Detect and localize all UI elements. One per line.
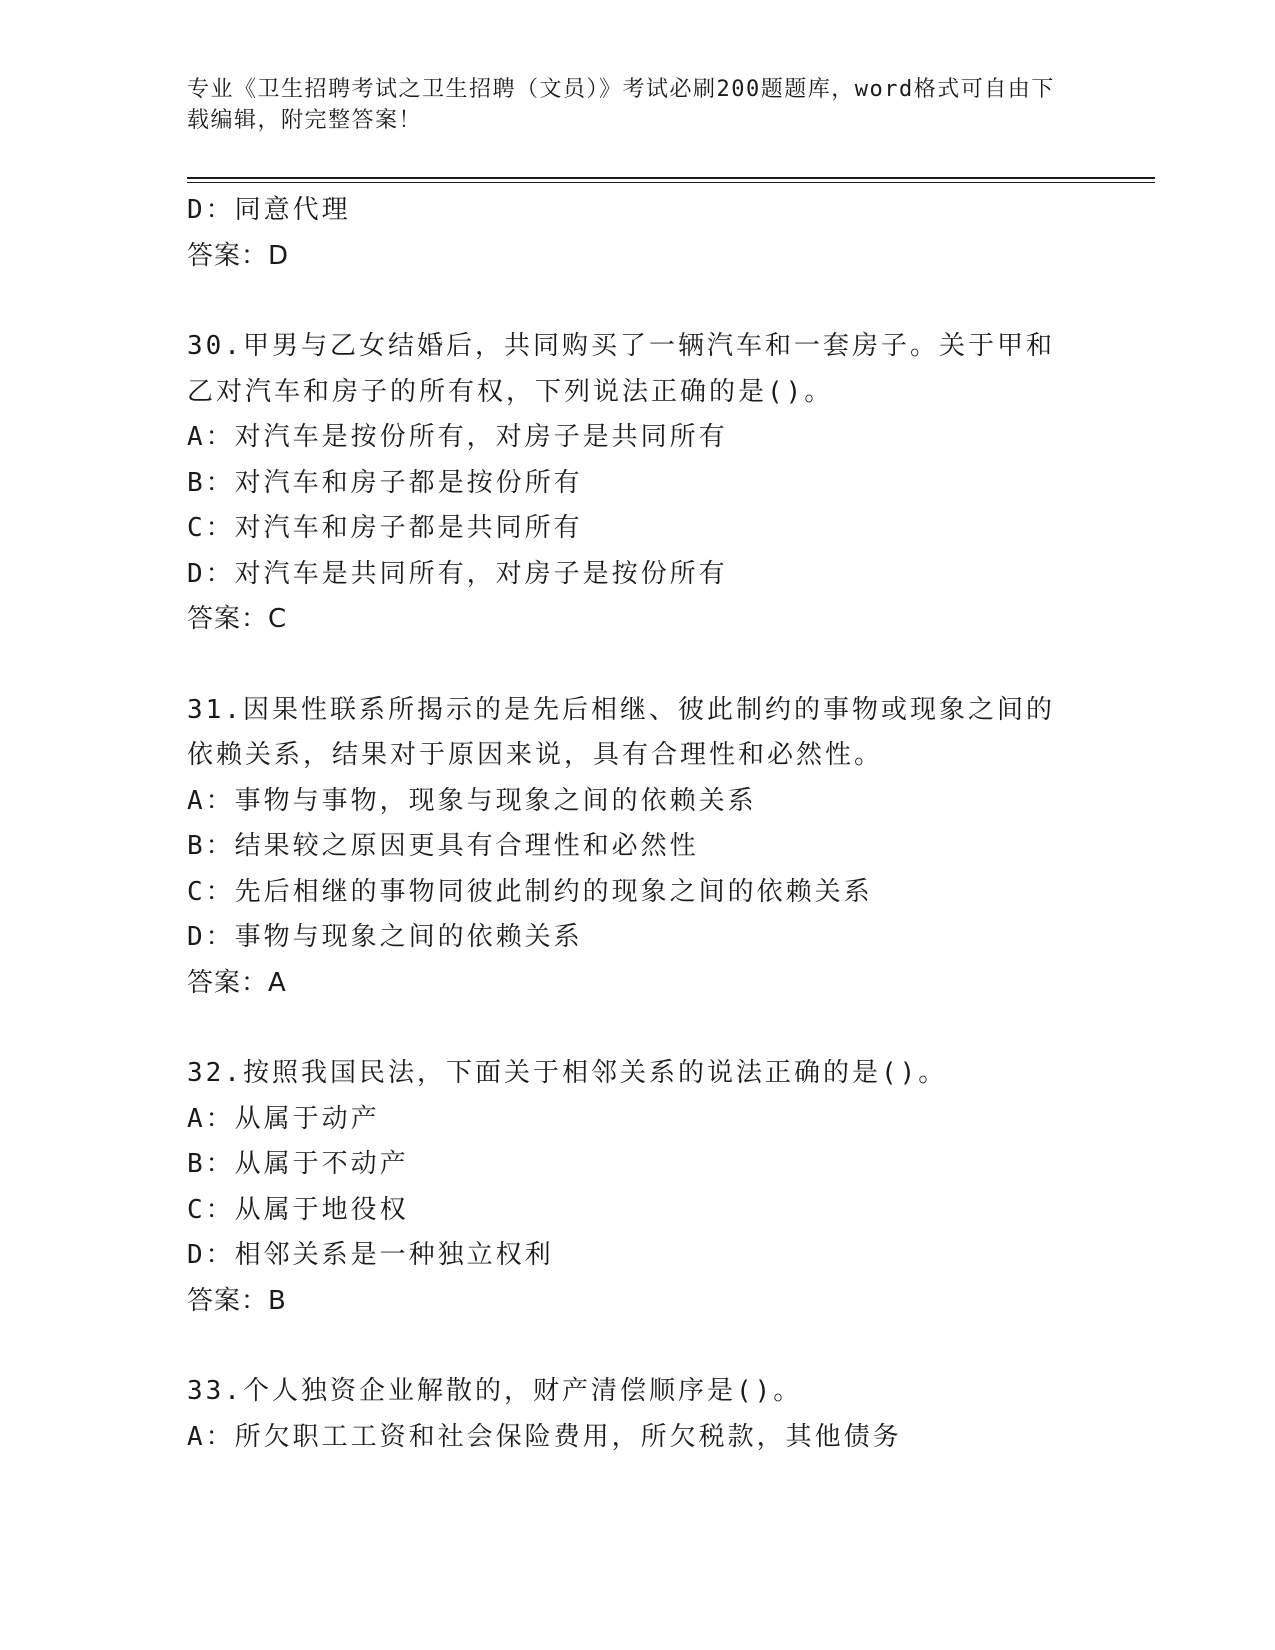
option-a: A：从属于动产 bbox=[187, 1103, 380, 1134]
document-header: 专业《卫生招聘考试之卫生招聘（文员）》考试必刷200题题库，word格式可自由下载编辑，附完整答案！ bbox=[187, 77, 1055, 133]
header-divider-thick bbox=[187, 177, 1155, 179]
question-stem: 31.因果性联系所揭示的是先后相继、彼此制约的事物或现象之间的依赖关系，结果对于原因来说，具有合理性和必然性。 bbox=[187, 694, 1055, 770]
option-d: D：事物与现象之间的依赖关系 bbox=[187, 922, 583, 952]
option-a: A：事物与事物，现象与现象之间的依赖关系 bbox=[187, 785, 757, 816]
spacer bbox=[187, 1006, 1087, 1051]
question-stem: 33.个人独资企业解散的，财产清偿顺序是()。 bbox=[187, 1376, 803, 1406]
question-33 bbox=[187, 1369, 1087, 1460]
question-32 bbox=[187, 1051, 1087, 1324]
option-b: B：结果较之原因更具有合理性和必然性 bbox=[187, 831, 699, 861]
question-30 bbox=[187, 324, 1087, 643]
option-c: C：从属于地役权 bbox=[187, 1194, 409, 1225]
option-b: B：对汽车和房子都是按份所有 bbox=[187, 467, 583, 498]
option-a: A：所欠职工工资和社会保险费用，所欠税款，其他债务 bbox=[187, 1421, 902, 1452]
option-d: D：相邻关系是一种独立权利 bbox=[187, 1240, 554, 1270]
question-content bbox=[187, 188, 1087, 1460]
header-divider-thin bbox=[187, 182, 1155, 183]
option-c: C：对汽车和房子都是共同所有 bbox=[187, 513, 583, 543]
option-c: C：先后相继的事物同彼此制约的现象之间的依赖关系 bbox=[187, 876, 873, 907]
option-b: B：从属于不动产 bbox=[187, 1149, 409, 1179]
question-stem: 32.按照我国民法，下面关于相邻关系的说法正确的是()。 bbox=[187, 1058, 948, 1088]
question-stem: 30.甲男与乙女结婚后，共同购买了一辆汽车和一套房子。关于甲和乙对汽车和房子的所有权，下列说法正确的是()。 bbox=[187, 331, 1055, 407]
answer-line: 答案：C bbox=[187, 604, 288, 634]
answer-line: 答案：B bbox=[187, 1285, 287, 1316]
answer-line: 答案：D bbox=[187, 240, 290, 271]
question-31 bbox=[187, 688, 1087, 1007]
spacer bbox=[187, 1324, 1087, 1369]
answer-line: 答案：A bbox=[187, 967, 287, 998]
option-d: D：对汽车是共同所有，对房子是按份所有 bbox=[187, 558, 728, 589]
option-a: A：对汽车是按份所有，对房子是共同所有 bbox=[187, 422, 728, 452]
option-d: D：同意代理 bbox=[187, 195, 351, 225]
spacer bbox=[187, 279, 1087, 324]
spacer bbox=[187, 643, 1087, 688]
